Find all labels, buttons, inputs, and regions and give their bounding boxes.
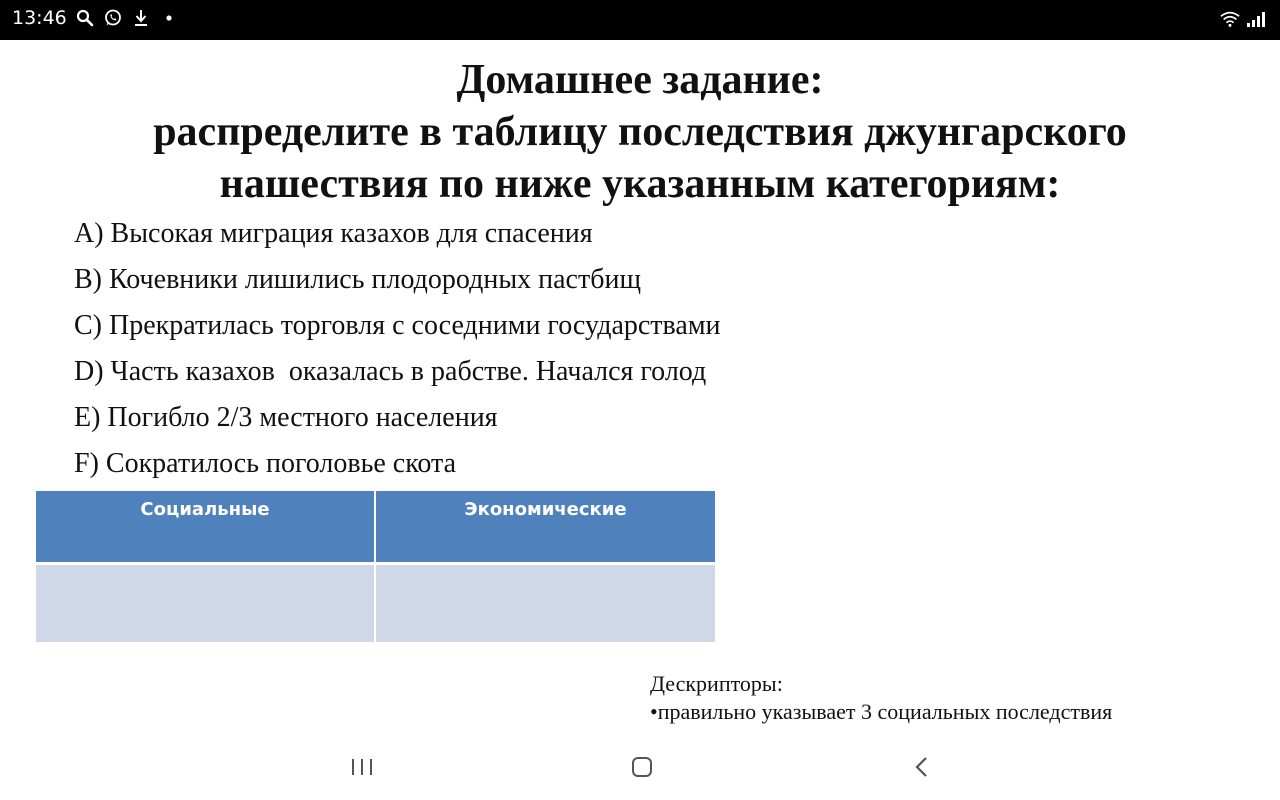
table-row [36, 563, 715, 642]
back-button[interactable] [902, 754, 942, 784]
slide-title [0, 54, 1280, 210]
table-cell-economic [375, 563, 715, 642]
status-time: 13:46 [12, 7, 67, 29]
title-line: нашествия по ниже указанным категориям: [219, 161, 1061, 207]
recent-apps-icon [350, 757, 374, 782]
wifi-icon [1220, 8, 1240, 30]
list-item: C) Прекратилась торговля с соседними государствами [74, 310, 721, 341]
list-item: F) Сократилось поголовье скота [74, 448, 457, 479]
descriptors-title: Дескрипторы: [650, 671, 783, 696]
descriptor-line: •правильно указывает 3 социальных последствия [650, 699, 1113, 724]
dot-icon [159, 7, 179, 29]
recent-apps-button[interactable] [342, 754, 382, 784]
search-icon [75, 7, 95, 29]
table-header-row [36, 491, 715, 563]
back-icon [912, 755, 932, 784]
navigation-bar [0, 736, 1280, 800]
consequences-list [74, 214, 721, 490]
list-item: E) Погибло 2/3 местного населения [74, 402, 498, 433]
signal-icon [1246, 8, 1266, 30]
status-right [1220, 8, 1266, 30]
list-item: D) Часть казахов оказалась в рабстве. Начался голод [74, 356, 707, 387]
title-line: Домашнее задание: [456, 57, 824, 103]
table-header-social: Социальные [36, 491, 375, 563]
descriptors [650, 670, 1210, 736]
title-line: распределите в таблицу последствия джунгарского [153, 109, 1127, 155]
status-left [12, 7, 179, 29]
download-icon [131, 7, 151, 29]
list-item: B) Кочевники лишились плодородных пастбищ [74, 264, 641, 295]
home-button[interactable] [622, 754, 662, 784]
category-table [36, 491, 715, 642]
home-icon [630, 755, 654, 784]
table-cell-social [36, 563, 375, 642]
table-header-economic: Экономические [375, 491, 715, 563]
status-bar [0, 0, 1280, 40]
whatsapp-icon [103, 7, 123, 29]
list-item: A) Высокая миграция казахов для спасения [74, 218, 593, 249]
